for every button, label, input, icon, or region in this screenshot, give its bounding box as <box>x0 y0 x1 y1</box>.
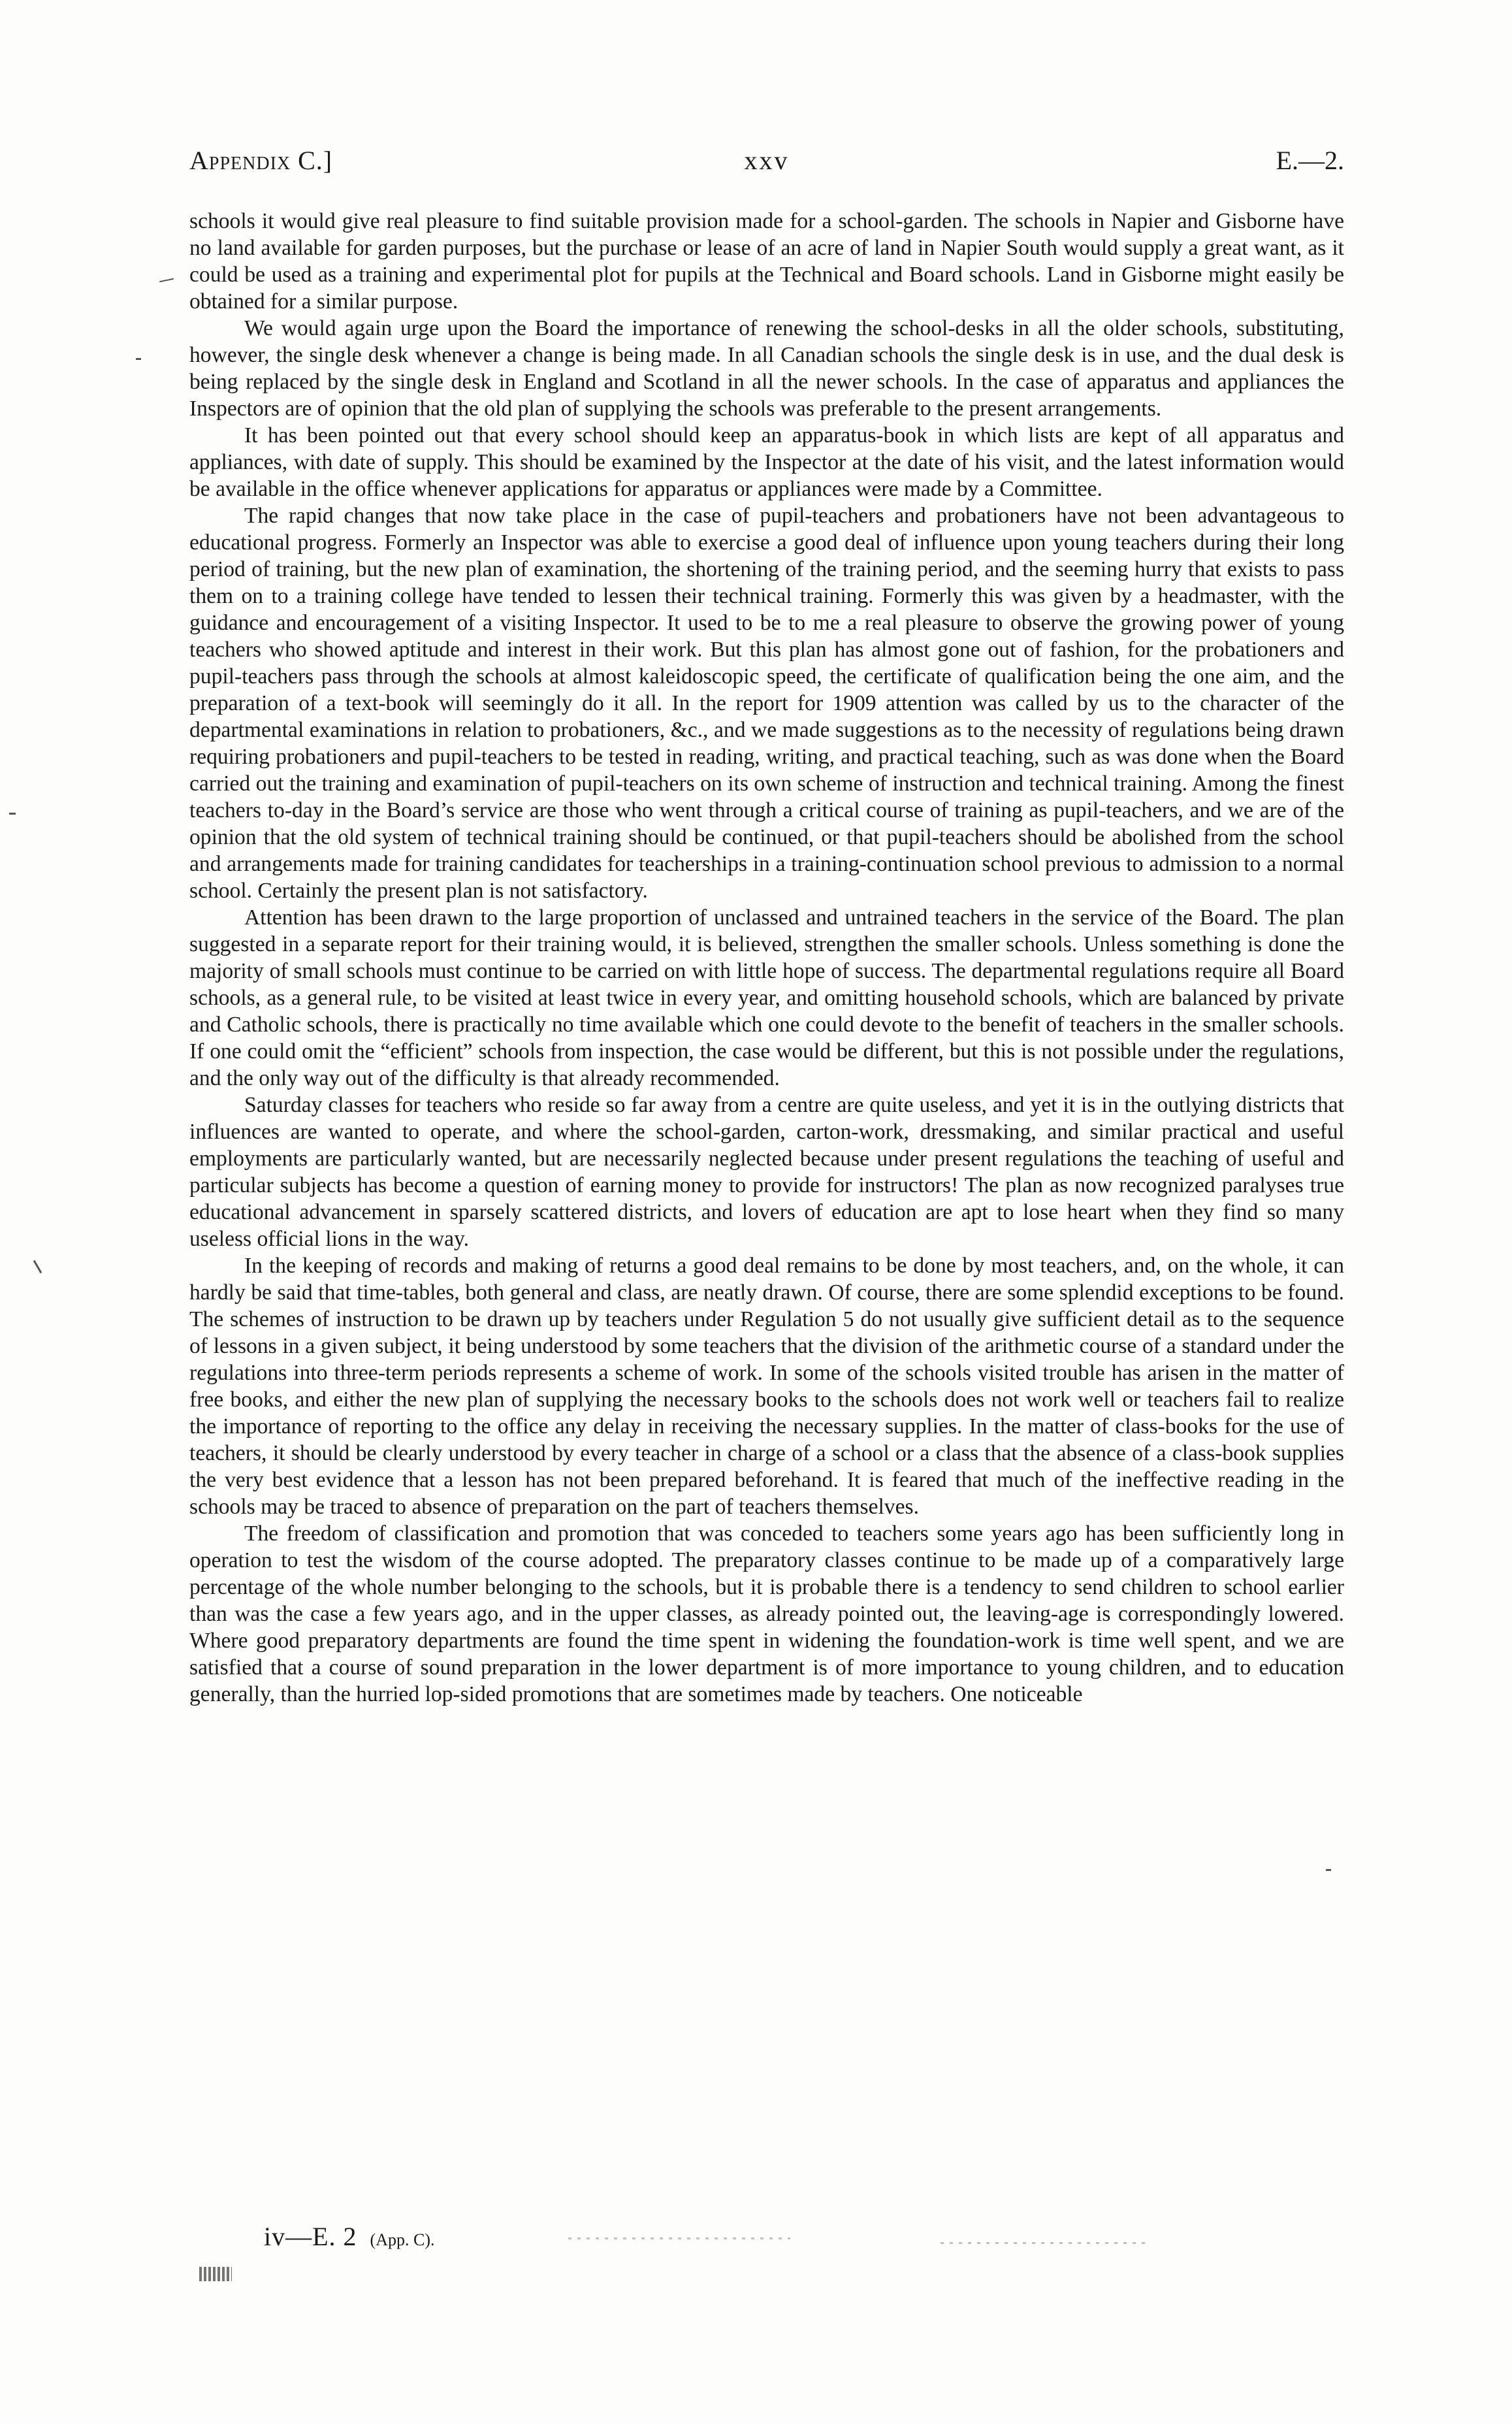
printer-signature-mark <box>264 2221 434 2252</box>
margin-tick-mark <box>136 358 141 360</box>
paragraph-classification-promotion: The freedom of classification and promotion that was conceded to teachers some years ago has been sufficiently long in operation to test the wisdom of the course adopted. The preparatory classes continue to be made up of a comparatively large percentage of the whole number belonging to the schools, but it is probable there is a tendency to send children to school earlier than was the case a few years ago, and in the upper classes, as already pointed out, the leaving-age is correspondingly lowered. Where good preparatory departments are found the time spent in widening the foundation-work is time well spent, and we are satisfied that a course of sound preparation in the lower department is of more importance to young children, and to education generally, than the hurried lop-sided promotions that are sometimes made by teachers. One noticeable <box>189 1521 1344 1706</box>
margin-tick-mark <box>1326 1869 1331 1871</box>
paragraph-pupil-teachers: The rapid changes that now take place in the case of pupil-teachers and probationers have not been advantageous to educational progress. Formerly an Inspector was able to exercise a good deal of influence upon young teachers during their long period of training, but the new plan of examination, the shortening of the training period, and the seeming hurry that exists to pass them on to a training college have tended to lessen their technical training. Formerly this was given by a headmaster, with the guidance and encouragement of a visiting Inspector. It used to be to me a real pleasure to observe the growing power of young teachers who showed aptitude and interest in their work. But this plan has almost gone out of fashion, for the probationers and pupil-teachers pass through the schools at almost kaleidoscopic speed, the certificate of qualification being the one aim, and the preparation of a text-book will seemingly do it all. In the report for 1909 attention was called by us to the character of the departmental examinations in relation to probationers, &c., and we made suggestions as to the necessity of regulations being drawn requiring probationers and pupil-teachers to be tested in reading, writing, and practical teaching, such as was done when the Board carried out the training and examination of pupil-teachers on its own scheme of instruction and technical training. Among the finest teachers to-day in the Board’s service are those who went through a critical course of training as pupil-teachers, and we are of the opinion that the old system of technical training should be continued, or that pupil-teachers should be abolished from the school and arrangements made for training candidates for teacherships in a training-continuation school previous to admission to a normal school. Certainly the present plan is not satisfactory. <box>189 504 1344 903</box>
paragraph-school-desks: We would again urge upon the Board the importance of renewing the school-desks in all the older schools, substituting, however, the single desk whenever a change is being made. In all Canadian schools the single desk is in use, and the dual desk is being replaced by the single desk in England and Scotland in all the newer schools. In the case of apparatus and appliances the Inspectors are of opinion that the old plan of supplying the schools was preferable to the present arrangements. <box>189 316 1344 421</box>
paragraph-untrained-teachers: Attention has been drawn to the large proportion of unclassed and untrained teachers in the service of the Board. The plan suggested in a separate report for their training would, it is believed, strengthen the smaller schools. Unless something is done the majority of small schools must continue to be carried on with little hope of success. The departmental regulations require all Board schools, as a general rule, to be visited at least twice in every year, and omitting household schools, which are balanced by private and Catholic schools, there is practically no time available which one could devote to the benefit of teachers in the smaller schools. If one could omit the “efficient” schools from inspection, the case would be different, but this is not possible under the regulations, and the only way out of the difficulty is that already recommended. <box>189 905 1344 1090</box>
press-mark-icon <box>199 2267 232 2281</box>
scan-smudge <box>568 2237 790 2239</box>
header-paper-code: E.—2. <box>1276 146 1344 175</box>
signature-main: iv—E. 2 <box>264 2222 357 2251</box>
scan-smudge <box>941 2242 1150 2244</box>
paragraph-apparatus-book: It has been pointed out that every school should keep an apparatus-book in which lists are kept of all apparatus and appliances, with date of supply. This should be examined by the Inspector at the date of his visit, and the latest information would be available in the office whenever applications for apparatus or appliances were made by a Committee. <box>189 423 1344 501</box>
header-page-number: xxv <box>744 146 790 175</box>
paragraph-school-gardens: schools it would give real pleasure to find suitable provision made for a school-garden. The schools in Napier and Gisborne have no land available for garden purposes, but the purchase or lease of an acre of land in Napier South would supply a great want, as it could be used as a training and experimental plot for pupils at the Technical and Board schools. Land in Gisborne might easily be obtained for a similar purpose. <box>189 209 1344 314</box>
header-appendix-label: Appendix C.] <box>189 146 333 175</box>
margin-tick-mark <box>33 1260 42 1274</box>
running-header <box>189 145 1344 184</box>
signature-sub: (App. C). <box>370 2230 435 2249</box>
margin-tick-mark <box>159 278 174 283</box>
margin-tick-mark <box>9 813 16 815</box>
body-text <box>189 208 1344 1708</box>
paragraph-records-returns: In the keeping of records and making of returns a good deal remains to be done by most teachers, and, on the whole, it can hardly be said that time-tables, both general and class, are neatly drawn. Of course, there are some splendid exceptions to be found. The schemes of instruction to be drawn up by teachers under Regulation 5 do not usually give sufficient detail as to the sequence of lessons in a given subject, it being understood by some teachers that the division of the arithmetic course of a standard under the regulations into three-term periods represents a scheme of work. In some of the schools visited trouble has arisen in the matter of free books, and either the new plan of supplying the necessary books to the schools does not work well or teachers fail to realize the importance of reporting to the office any delay in receiving the necessary supplies. In the matter of class-books for the use of teachers, it should be clearly understood by every teacher in charge of a school or a class that the absence of a class-book supplies the very best evidence that a lesson has not been prepared beforehand. It is feared that much of the ineffective reading in the schools may be traced to absence of preparation on the part of teachers themselves. <box>189 1254 1344 1519</box>
paragraph-saturday-classes: Saturday classes for teachers who reside so far away from a centre are quite useless, and yet it is in the outlying districts that influences are wanted to operate, and where the school-garden, carton-work, dressmaking, and similar practical and useful employments are particularly wanted, but are necessarily neglected because under present regulations the teaching of useful and particular subjects has become a question of earning money to provide for instructors! The plan as now recognized paralyses true educational advancement in sparsely scattered districts, and lovers of education are apt to lose heart when they find so many useless official lions in the way. <box>189 1093 1344 1251</box>
